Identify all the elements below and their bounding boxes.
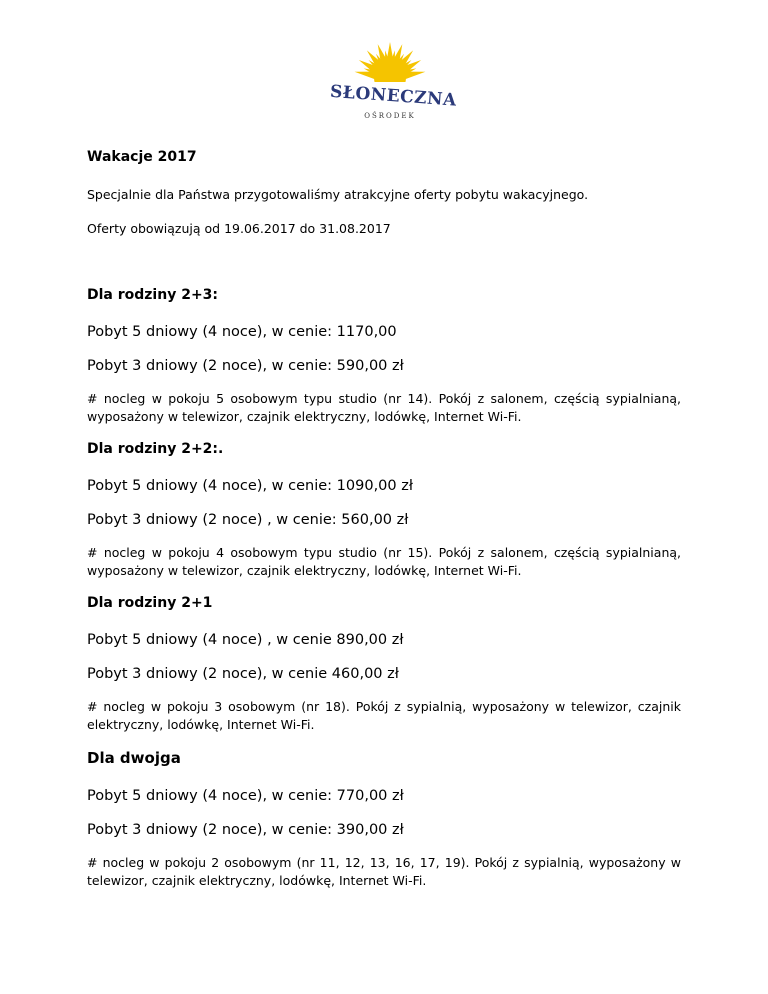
offer-text: Pobyt 5 dniowy (4 noce), w cenie: 770,00 zł — [87, 788, 404, 804]
room-note: # nocleg w pokoju 4 osobowym typu studio (nr 15). Pokój z salonem, częścią sypialnianą, wyposażony w telewizor, czajnik elektryczny, lodówkę, Internet Wi-Fi. — [87, 545, 681, 578]
offer-text: Pobyt 3 dniowy (2 noce), w cenie 460,00 zł — [87, 666, 399, 682]
section-heading: Dla rodziny 2+1 — [87, 595, 213, 611]
validity-text: Oferty obowiązują od 19.06.2017 do 31.08.2017 — [87, 221, 391, 236]
intro-text: Specjalnie dla Państwa przygotowaliśmy atrakcyjne oferty pobytu wakacyjnego. — [87, 187, 589, 202]
room-note: # nocleg w pokoju 3 osobowym (nr 18). Pokój z sypialnią, wyposażony w telewizor, czajnik elektryczny, lodówkę, Internet Wi-Fi. — [87, 699, 681, 732]
room-note: # nocleg w pokoju 5 osobowym typu studio (nr 14). Pokój z salonem, częścią sypialnianą, wyposażony w telewizor, czajnik elektryczny, lodówkę, Internet Wi-Fi. — [87, 391, 681, 424]
section-heading: Dla dwojga — [87, 749, 181, 767]
section-heading: Dla rodziny 2+2:. — [87, 441, 224, 457]
section-heading: Dla rodziny 2+3: — [87, 287, 219, 303]
offer-text: Pobyt 3 dniowy (2 noce), w cenie: 590,00 zł — [87, 358, 404, 374]
offer-text: Pobyt 3 dniowy (2 noce), w cenie: 390,00 zł — [87, 822, 404, 838]
offer-text: Pobyt 5 dniowy (4 noce) , w cenie 890,00 zł — [87, 632, 404, 648]
logo-name: SŁONECZNA — [329, 81, 458, 111]
room-note: # nocleg w pokoju 2 osobowym (nr 11, 12, 13, 16, 17, 19). Pokój z sypialnią, wyposażony w telewizor, czajnik elektryczny, lodówkę, Internet Wi-Fi. — [87, 855, 681, 888]
logo-subtitle: OŚRODEK — [364, 112, 416, 120]
document-content — [87, 148, 681, 890]
page-title: Wakacje 2017 — [87, 149, 197, 165]
offer-text: Pobyt 5 dniowy (4 noce), w cenie: 1170,00 — [87, 324, 397, 340]
offer-text: Pobyt 5 dniowy (4 noce), w cenie: 1090,00 zł — [87, 478, 413, 494]
offer-text: Pobyt 3 dniowy (2 noce) , w cenie: 560,00 zł — [87, 512, 409, 528]
